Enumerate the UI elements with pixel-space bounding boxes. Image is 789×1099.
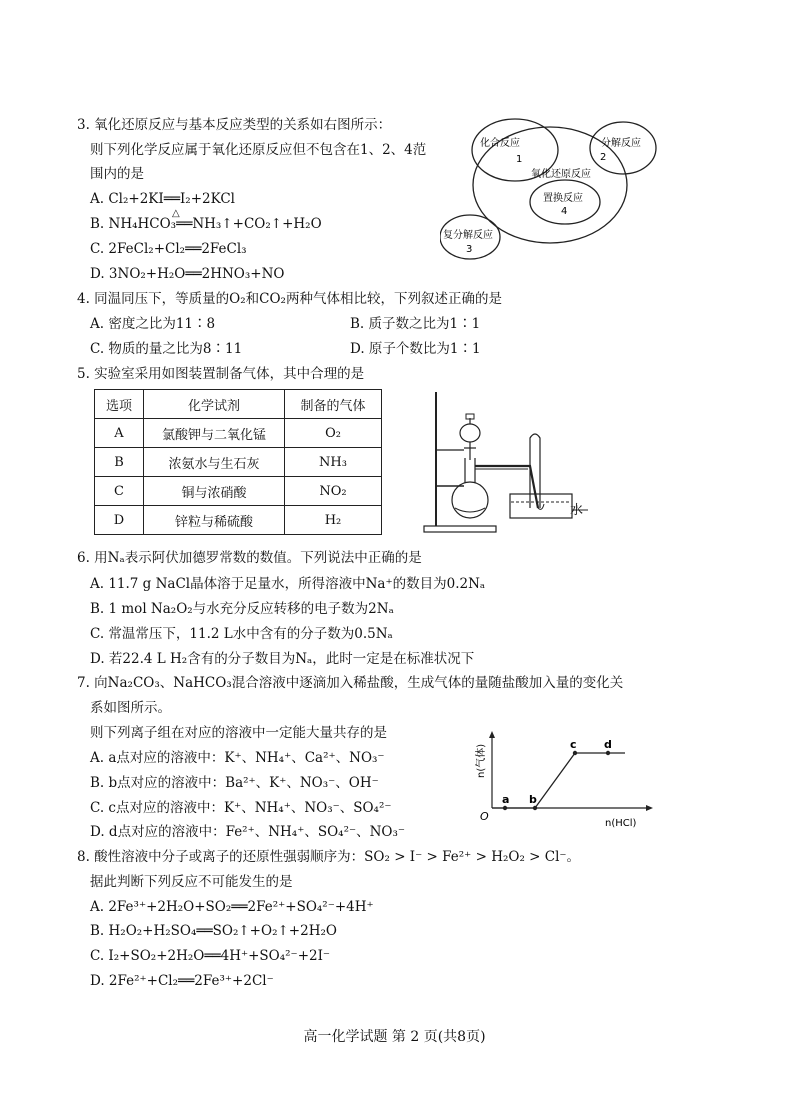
q6-option-a: A. 11.7 g NaCl晶体溶于足量水，所得溶液中Na⁺的数目为0.2Nₐ bbox=[90, 576, 486, 592]
q7-stem-line2: 系如图所示。 bbox=[90, 700, 171, 716]
q7-option-b: B. b点对应的溶液中：Ba²⁺、K⁺、NO₃⁻、OH⁻ bbox=[90, 775, 379, 791]
q6-option-b: B. 1 mol Na₂O₂与水充分反应转移的电子数为2Nₐ bbox=[90, 601, 394, 617]
table-header-reagent: 化学试剂 bbox=[144, 390, 285, 419]
table-cell: 氯酸钾与二氧化锰 bbox=[144, 419, 285, 448]
q3-stem-line3: 围内的是 bbox=[90, 166, 144, 182]
table-row bbox=[95, 506, 382, 535]
q4-stem: 4. 同温同压下，等质量的O₂和CO₂两种气体相比较，下列叙述正确的是 bbox=[77, 291, 502, 307]
q3-option-d: D. 3NO₂+H₂O══2HNO₃+NO bbox=[90, 266, 285, 282]
q4-option-b: B. 质子数之比为1∶1 bbox=[350, 316, 481, 332]
q4-option-a: A. 密度之比为11∶8 bbox=[90, 316, 216, 332]
q7-option-c: C. c点对应的溶液中：K⁺、NH₄⁺、NO₃⁻、SO₄²⁻ bbox=[90, 800, 392, 816]
table-cell: C bbox=[95, 477, 144, 506]
q3-option-a: A. Cl₂+2KI══I₂+2KCl bbox=[90, 191, 235, 207]
q3-label-combination: 化合反应 bbox=[480, 138, 520, 149]
q4-option-d: D. 原子个数比为1∶1 bbox=[350, 341, 481, 357]
q6-stem: 6. 用Nₐ表示阿伏加德罗常数的数值。下列说法中正确的是 bbox=[77, 550, 422, 566]
q3-stem-line2: 则下列化学反应属于氧化还原反应但不包含在1、2、4范 bbox=[90, 142, 427, 158]
table-cell: D bbox=[95, 506, 144, 535]
table-cell: NO₂ bbox=[285, 477, 382, 506]
q3-label-decomposition: 分解反应 bbox=[601, 138, 641, 149]
q7-stem-line1: 7. 向Na₂CO₃、NaHCO₃混合溶液中逐滴加入稀盐酸，生成气体的量随盐酸加入量的变化关 bbox=[77, 675, 624, 691]
q4-option-c: C. 物质的量之比为8∶11 bbox=[90, 341, 243, 357]
q8-option-c: C. I₂+SO₂+2H₂O══4H⁺+SO₄²⁻+2I⁻ bbox=[90, 948, 331, 964]
table-row bbox=[95, 477, 382, 506]
q8-option-b: B. H₂O₂+H₂SO₄══SO₂↑+O₂↑+2H₂O bbox=[90, 923, 337, 939]
q8-stem-line1: 8. 酸性溶液中分子或离子的还原性强弱顺序为：SO₂ > I⁻ > Fe²⁺ > H₂O₂ > Cl⁻。 bbox=[77, 849, 581, 865]
table-cell: 浓氨水与生石灰 bbox=[144, 448, 285, 477]
q3-label-redox: 氧化还原反应 bbox=[531, 169, 591, 180]
q3-stem-line1: 3. 氧化还原反应与基本反应类型的关系如右图所示： bbox=[77, 117, 392, 133]
table-header-option: 选项 bbox=[95, 390, 144, 419]
table-cell: B bbox=[95, 448, 144, 477]
q5-stem: 5. 实验室采用如图装置制备气体，其中合理的是 bbox=[77, 366, 365, 382]
q3-label-3: 3 bbox=[466, 244, 473, 255]
q7-graph-origin: O bbox=[480, 810, 489, 823]
q3-option-b: B. NH₄HCO₃══NH₃↑+CO₂↑+H₂O bbox=[90, 216, 322, 232]
q7-graph-point-a: a bbox=[502, 793, 510, 806]
q7-graph-xlabel: n(HCl) bbox=[605, 818, 637, 829]
page-footer: 高一化学试题 第 2 页(共8页) bbox=[303, 1029, 486, 1045]
q3-label-displacement: 置换反应 bbox=[543, 193, 583, 204]
q7-graph-ylabel: n(气体) bbox=[476, 743, 487, 778]
q7-graph-point-d: d bbox=[604, 738, 612, 751]
table-cell: NH₃ bbox=[285, 448, 382, 477]
table-header-row bbox=[95, 390, 382, 419]
table-cell: 铜与浓硝酸 bbox=[144, 477, 285, 506]
q7-stem-line3: 则下列离子组在对应的溶液中一定能大量共存的是 bbox=[90, 725, 387, 741]
q7-gas-graph bbox=[470, 728, 660, 833]
q8-option-d: D. 2Fe²⁺+Cl₂══2Fe³⁺+2Cl⁻ bbox=[90, 973, 274, 989]
q6-option-c: C. 常温常压下，11.2 L水中含有的分子数为0.5Nₐ bbox=[90, 626, 393, 642]
q3-option-c: C. 2FeCl₂+Cl₂══2FeCl₃ bbox=[90, 241, 247, 257]
q6-option-d: D. 若22.4 L H₂含有的分子数目为Nₐ，此时一定是在标准状况下 bbox=[90, 651, 475, 667]
q5-water-label: 水 bbox=[570, 503, 584, 518]
table-cell: O₂ bbox=[285, 419, 382, 448]
table-row bbox=[95, 448, 382, 477]
table-cell: H₂ bbox=[285, 506, 382, 535]
q7-option-d: D. d点对应的溶液中：Fe²⁺、NH₄⁺、SO₄²⁻、NO₃⁻ bbox=[90, 824, 406, 840]
q8-option-a: A. 2Fe³⁺+2H₂O+SO₂══2Fe²⁺+SO₄²⁻+4H⁺ bbox=[90, 899, 374, 915]
table-row bbox=[95, 419, 382, 448]
table-cell: A bbox=[95, 419, 144, 448]
table-cell: 锌粒与稀硫酸 bbox=[144, 506, 285, 535]
q3-venn-diagram bbox=[440, 112, 670, 272]
q8-stem-line2: 据此判断下列反应不可能发生的是 bbox=[90, 874, 293, 890]
q3-label-4: 4 bbox=[561, 206, 568, 217]
q3-label-2: 2 bbox=[600, 152, 607, 163]
q7-graph-point-b: b bbox=[529, 793, 537, 806]
q5-reagent-table bbox=[94, 389, 382, 535]
table-header-gas: 制备的气体 bbox=[285, 390, 382, 419]
q7-option-a: A. a点对应的溶液中：K⁺、NH₄⁺、Ca²⁺、NO₃⁻ bbox=[90, 750, 385, 766]
q3-label-double-decomposition: 复分解反应 bbox=[443, 230, 493, 241]
q3-option-b-condition: △ bbox=[172, 208, 180, 219]
q3-label-1: 1 bbox=[516, 154, 523, 165]
q7-graph-point-c: c bbox=[570, 738, 577, 751]
